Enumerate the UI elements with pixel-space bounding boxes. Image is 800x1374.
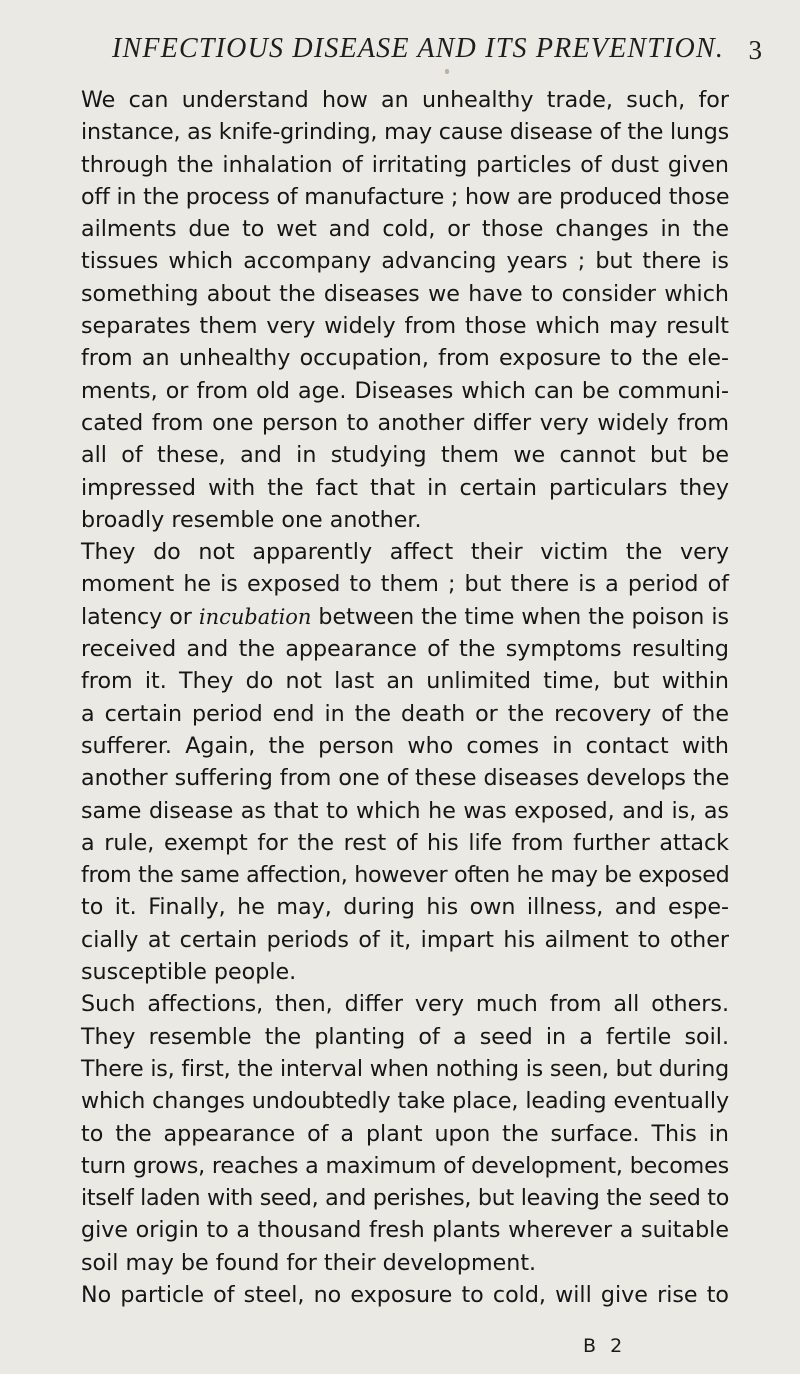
text-line: to the appearance of a plant upon the surface. This in	[81, 1120, 729, 1147]
text-line: susceptible people.	[81, 959, 297, 986]
text-line: something about the diseases we have to consider which	[81, 280, 729, 307]
text-line: broadly resemble one another.	[81, 506, 422, 533]
text-segment: between the time when the poison is	[318, 603, 729, 630]
running-title: INFECTIOUS DISEASE AND ITS PREVENTION.	[112, 33, 725, 64]
text-line: another suffering from one of these diseases develops the	[81, 765, 730, 792]
text-line: a rule, exempt for the rest of his life from further attack	[81, 829, 729, 856]
text-line: impressed with the fact that in certain particulars they	[81, 474, 729, 501]
text-line: to it. Finally, he may, during his own illness, and espe-	[81, 894, 729, 921]
text-line: Such affections, then, differ very much from all others.	[81, 991, 729, 1018]
text-line: same disease as that to which he was exposed, and is, as	[81, 797, 729, 824]
page-number: 3	[748, 35, 762, 65]
text-line: No particle of steel, no exposure to cold, will give rise to	[81, 1281, 729, 1308]
text-line: sufferer. Again, the person who comes in contact with	[81, 732, 729, 759]
text-line-with-italic	[81, 601, 729, 633]
text-line: all of these, and in studying them we cannot but be	[81, 442, 729, 469]
text-line: ailments due to wet and cold, or those changes in the	[81, 216, 729, 243]
text-line: itself laden with seed, and perishes, but leaving the seed to	[81, 1185, 729, 1212]
text-line: There is, first, the interval when nothing is seen, but during	[81, 1055, 729, 1082]
text-line: soil may be found for their development.	[81, 1249, 537, 1276]
italic-term: incubation	[198, 604, 312, 629]
text-line: They resemble the planting of a seed in a fertile soil.	[81, 1023, 729, 1050]
text-line: give origin to a thousand fresh plants wherever a suitable	[81, 1217, 729, 1244]
text-line: We can understand how an unhealthy trade, such, for	[81, 87, 729, 113]
text-line: a certain period end in the death or the recovery of the	[81, 700, 729, 727]
text-line: from the same affection, however often he may be exposed	[81, 862, 730, 889]
text-line: They do not apparently affect their victim the very	[81, 539, 729, 566]
text-line: from it. They do not last an unlimited time, but within	[81, 668, 729, 695]
text-line: from an unhealthy occupation, from exposure to the ele-	[81, 345, 729, 372]
text-line: ments, or from old age. Diseases which can be communi-	[81, 377, 729, 404]
text-segment: latency or	[81, 603, 192, 630]
signature-mark: B 2	[583, 1335, 627, 1357]
text-line: turn grows, reaches a maximum of development, becomes	[81, 1152, 729, 1179]
text-line: through the inhalation of irritating particles of dust given	[81, 151, 729, 178]
body-text	[81, 84, 729, 1311]
text-line: tissues which accompany advancing years ; but there is	[81, 248, 729, 275]
text-line: cially at certain periods of it, impart his ailment to other	[81, 926, 729, 953]
text-line: off in the process of manufacture ; how are produced those	[81, 183, 730, 210]
text-line: received and the appearance of the symptoms resulting	[81, 636, 729, 663]
text-line: cated from one person to another differ very widely from	[81, 409, 729, 436]
running-head	[92, 33, 792, 73]
text-line: instance, as knife-grinding, may cause disease of the lungs	[81, 119, 729, 146]
text-line: separates them very widely from those which may result	[81, 313, 729, 340]
text-line: moment he is exposed to them ; but there is a period of	[81, 571, 729, 598]
text-line: which changes undoubtedly take place, leading eventually	[81, 1088, 729, 1115]
